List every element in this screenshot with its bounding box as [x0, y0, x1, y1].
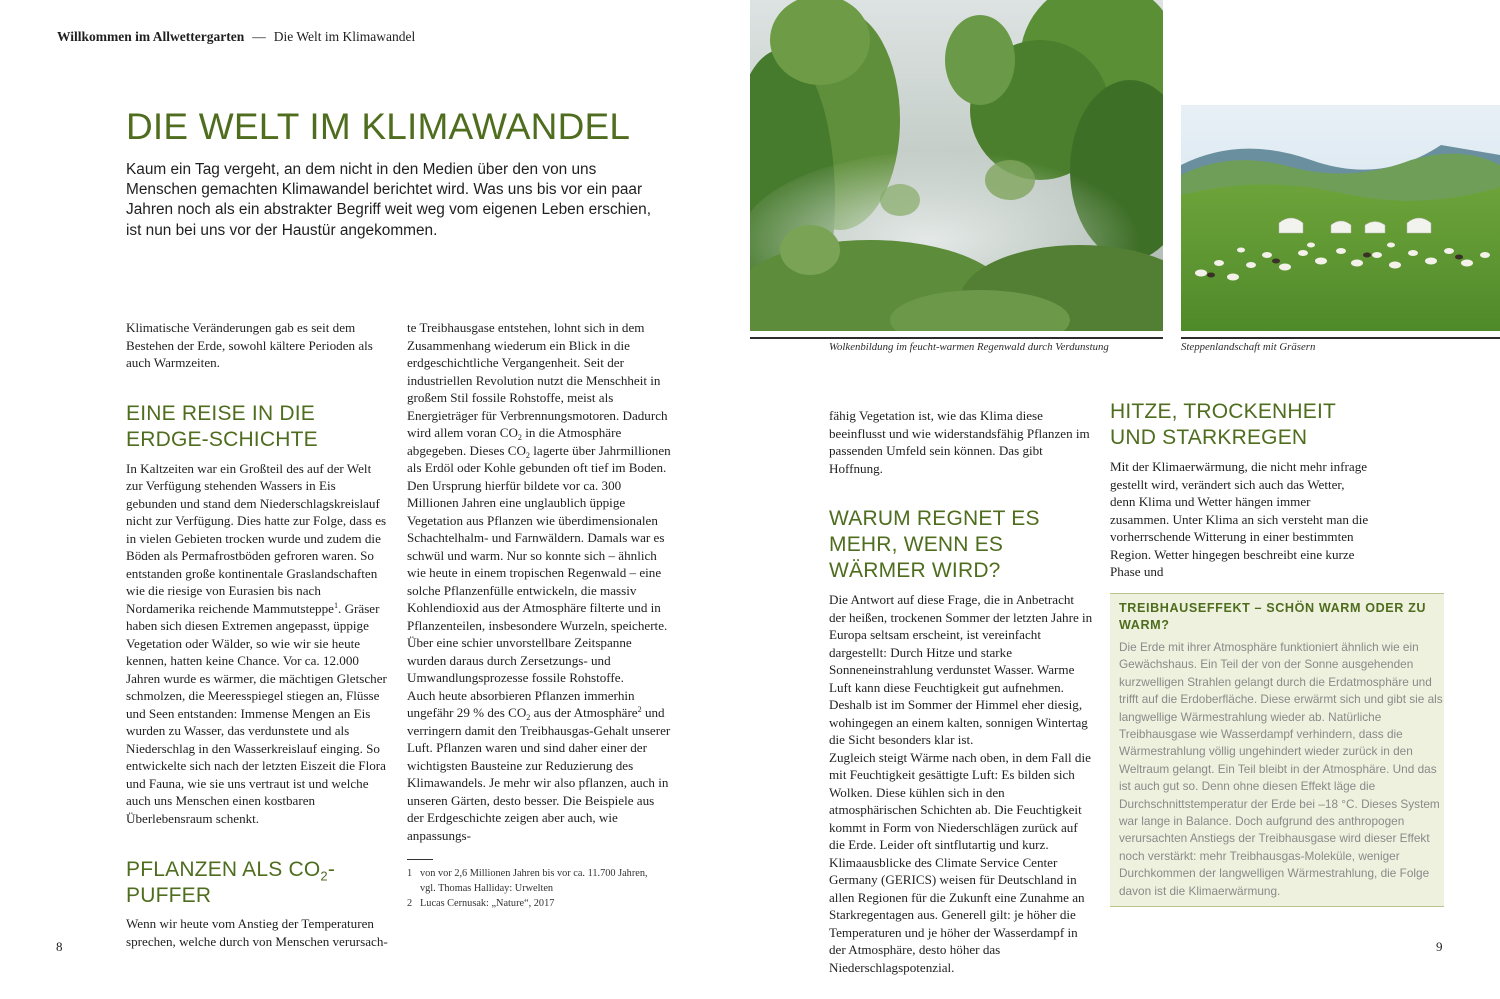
- footnote-1-cont: vgl. Thomas Halliday: Urwelten: [420, 883, 554, 894]
- footnote-rule: [407, 859, 433, 860]
- footnote-2: 2 Lucas Cernusak: „Nature“, 2017: [407, 898, 555, 909]
- page-number-left: 8: [56, 939, 63, 954]
- heading-erdgeschichte: EINE REISE IN DIE ERDGE-SCHICHTE: [126, 401, 318, 451]
- rainforest-photo: [750, 0, 1163, 331]
- column-2-paragraph-1: te Treibhausgase entstehen, lohnt sich in dem Zusammenhang wiederum ein Blick in die erdgeschichtliche Vergangenheit. Seit der industriellen Revolution nutzt die Menschheit in großem Stil fossile Rohstoffe, meist als Energieträger für Verbrennungsmotoren. Dadurch wird allem voran $CO_2$ in die Atmosphäre abgegeben. Dieses $CO_2$ lagerte über Jahrmillionen als Erdöl oder Kohle gebunden oft tief im Boden. Den Ursprung hierfür bildete vor ca. 300 Millionen Jahren eine unglaublich üppige Vegetation aus Pflanzen wie überdimensionalen Schachtelhalm- und Farnwäldern. Damals war es schwül und warm. Nur so konnte sich – ähnlich wie heute in einem tropischen Regenwald – eine solche Pflanzenfülle entwickeln, die massiv Kohlendioxid aus der Atmosphäre filterte und in Pflanzenteilen, insbesondere Wurzeln, speicherte. Über eine schier unvorstellbare Zeitspanne wurden daraus durch Zersetzungs- und Umwandlungsprozesse fossile Rohstoffe.: [407, 320, 671, 685]
- footnote-1: 1 von vor 2,6 Millionen Jahren bis vor ca. 11.700 Jahren,: [407, 868, 648, 879]
- footnote-ref-2[interactable]: 2: [637, 705, 642, 715]
- steppe-photo: [1181, 105, 1500, 331]
- footnote-ref-1[interactable]: 1: [333, 600, 339, 610]
- regen-paragraph-2: Zugleich steigt Wärme nach oben, in dem Fall die mit Feuchtigkeit gesättigte Luft: Es bilden sich Wolken. Diese kühlen sich in den atmosphärischen Schichten ab. Die Feuchtigkeit kommt in Form von Niederschlägen zurück auf die Erde. Leider oft sintflutartig und kurz. Klimaausblicke des Climate Service Center Germany (GERICS) weisen für Deutschland in allen Regionen für die Zukunft eine Zunahme an Starkregentagen aus. Generell gilt: je höher die Temperaturen und je höher der Wasserdampf in der Atmosphäre, desto höher das Niederschlagspotenzial.: [829, 749, 1091, 975]
- column-2-paragraph-2: Auch heute absorbieren Pflanzen immerhin ungefähr 29 % des $CO_2$ aus der Atmosphäre$^2$ und verringern damit den Treibhausgas-Gehalt unserer Luft. Pflanzen waren und sind daher einer der wichtigsten Bausteine zur Reduzierung des Klimawandels. Je mehr wir also pflanzen, auch in unseren Gärten, desto besser. Die Beispiele aus der Erdgeschichte zeigen aber auch, wie anpassungs-: [407, 687, 671, 843]
- hitze-text: Mit der Klimaerwärmung, die nicht mehr infrage gestellt wird, verändert sich auch das Wetter, denn Klima und Wetter hängen immer zusammen. Unter Klima an sich versteht man die vorherrschende Witterung in einer bestimmten Region. Wetter hingegen beschreibt eine kurze Phase und: [1110, 459, 1369, 579]
- caption-steppe: Steppenlandschaft mit Gräsern: [1181, 341, 1316, 353]
- running-header: [57, 29, 415, 45]
- header-separator: —: [252, 29, 266, 44]
- erdgeschichte-text: In Kaltzeiten war ein Großteil des auf der Welt zur Verfügung stehenden Wassers in Eis gebunden und stand dem Niederschlagskreislauf nicht zur Verfügung. Dies hatte zur Folge, dass es in vielen Gebieten trocken wurde und zudem die Böden als Permafrostböden gefroren waren. So entstanden große kontinentale Graslandschaften wie die riesige von Eurasien bis nach Nordamerika reichende Mammutsteppe$^1$. Gräser haben sich diesen Extremen angepasst, üppige Vegetation oder Wälder, so wie wir sie heute kennen, hatten keine Chance. Vor ca. 12.000 Jahren wurde es wärmer, die mächtigen Gletscher schmolzen, die Meeresspiegel stiegen an, Flüsse und Seen entstanden: Immense Mengen an Eis wurden zu Wasser, das verdunstete und als Niederschlag in den Wasserkreislauf einging. So entwickelte sich nach der letzten Eiszeit die Flora und Fauna, wie sie uns vertraut ist und welche auch uns Menschen einen kostbaren Überlebensraum schenkt.: [126, 460, 387, 826]
- chapter-name: Die Welt im Klimawandel: [273, 29, 416, 44]
- column-4: [1110, 399, 1372, 581]
- page-title: DIE WELT IM KLIMAWANDEL: [126, 106, 631, 147]
- regen-paragraph-1: Die Antwort auf diese Frage, die in Anbetracht der heißen, trockenen Sommer der letzten Jahre in Europa seltsam erscheint, ist vereinfacht dargestellt: Durch Hitze und starke Sonneneinstrahlung verdunstet Wasser. Warme Luft kann diese Feuchtigkeit gut aufnehmen. Deshalb ist im Sommer der Himmel eher diesig, wohingegen an einem kalten, sonnigen Wintertag die Sicht besonders klar ist.: [829, 592, 1093, 747]
- caption-rule-1: [750, 337, 1163, 339]
- page-number-right: 9: [1436, 939, 1443, 954]
- intro-paragraph: Kaum ein Tag vergeht, an dem nicht in den Medien über den von uns Menschen gemachten Klimawandel berichtet wird. Was uns bis vor ein paar Jahren noch als ein abstrakter Begriff weit weg vom eigenen Leben erschien, ist nun bei uns vor der Haustür angekommen.: [126, 161, 652, 239]
- info-box-title: TREIBHAUSEFFEKT – SCHÖN WARM ODER ZU WARM?: [1119, 601, 1427, 632]
- caption-rule-2: [1181, 337, 1500, 339]
- heading-regen: WARUM REGNET ES MEHR, WENN ES WÄRMER WIRD?: [829, 507, 1040, 582]
- caption-rainforest: Wolkenbildung im feucht-warmen Regenwald durch Verdunstung: [829, 341, 1109, 353]
- book-title: Willkommen im Allwettergarten: [57, 29, 245, 44]
- column-3-opening: fähig Vegetation ist, wie das Klima diese beeinflusst und wie widerstandsfähig Pflanzen im passenden Umfeld sein können. Das gibt Hoffnung.: [829, 408, 1090, 476]
- heading-co2-puffer: PFLANZEN ALS $CO_2$-PUFFER: [126, 858, 336, 907]
- column-1: [126, 319, 388, 950]
- column-2: [407, 319, 671, 844]
- column-3: [829, 407, 1093, 976]
- co2-puffer-text: Wenn wir heute vom Anstieg der Temperaturen sprechen, welche durch von Menschen verursach-: [126, 916, 388, 949]
- column-1-opening: Klimatische Veränderungen gab es seit dem Bestehen der Erde, sowohl kältere Perioden als auch Warmzeiten.: [126, 320, 373, 370]
- info-box-text: Die Erde mit ihrer Atmosphäre funktioniert ähnlich wie ein Gewächshaus. Ein Teil der von der Sonne ausgehenden kurzwelligen Strahlen gelangt durch die Erdatmosphäre und trifft auf die Erdoberfläche. Diese erwärmt sich und gibt sie als langwellige Wärmestrahlung wieder ab. Natürliche Treibhausgase wie Wasserdampf verhindern, dass die Wärmestrahlung völlig ungehindert wieder zurück in den Weltraum gelangt. Ein Teil bleibt in der Atmosphäre. Und das ist auch gut so. Denn ohne diesen Effekt läge die Durchschnittstemperatur der Erde bei –18 °C. Dieses System war lange in Balance. Doch aufgrund des anthropogen verursachten Anstiegs der Treibhausgase wird dieser Effekt noch verstärkt: mehr Treibhausgas-Moleküle, weniger Durchkommen der langwelligen Wärmestrahlung, die Folge davon ist die Klimaerwärmung.: [1119, 640, 1443, 898]
- heading-hitze: HITZE, TROCKENHEIT UND STARKREGEN: [1110, 400, 1336, 449]
